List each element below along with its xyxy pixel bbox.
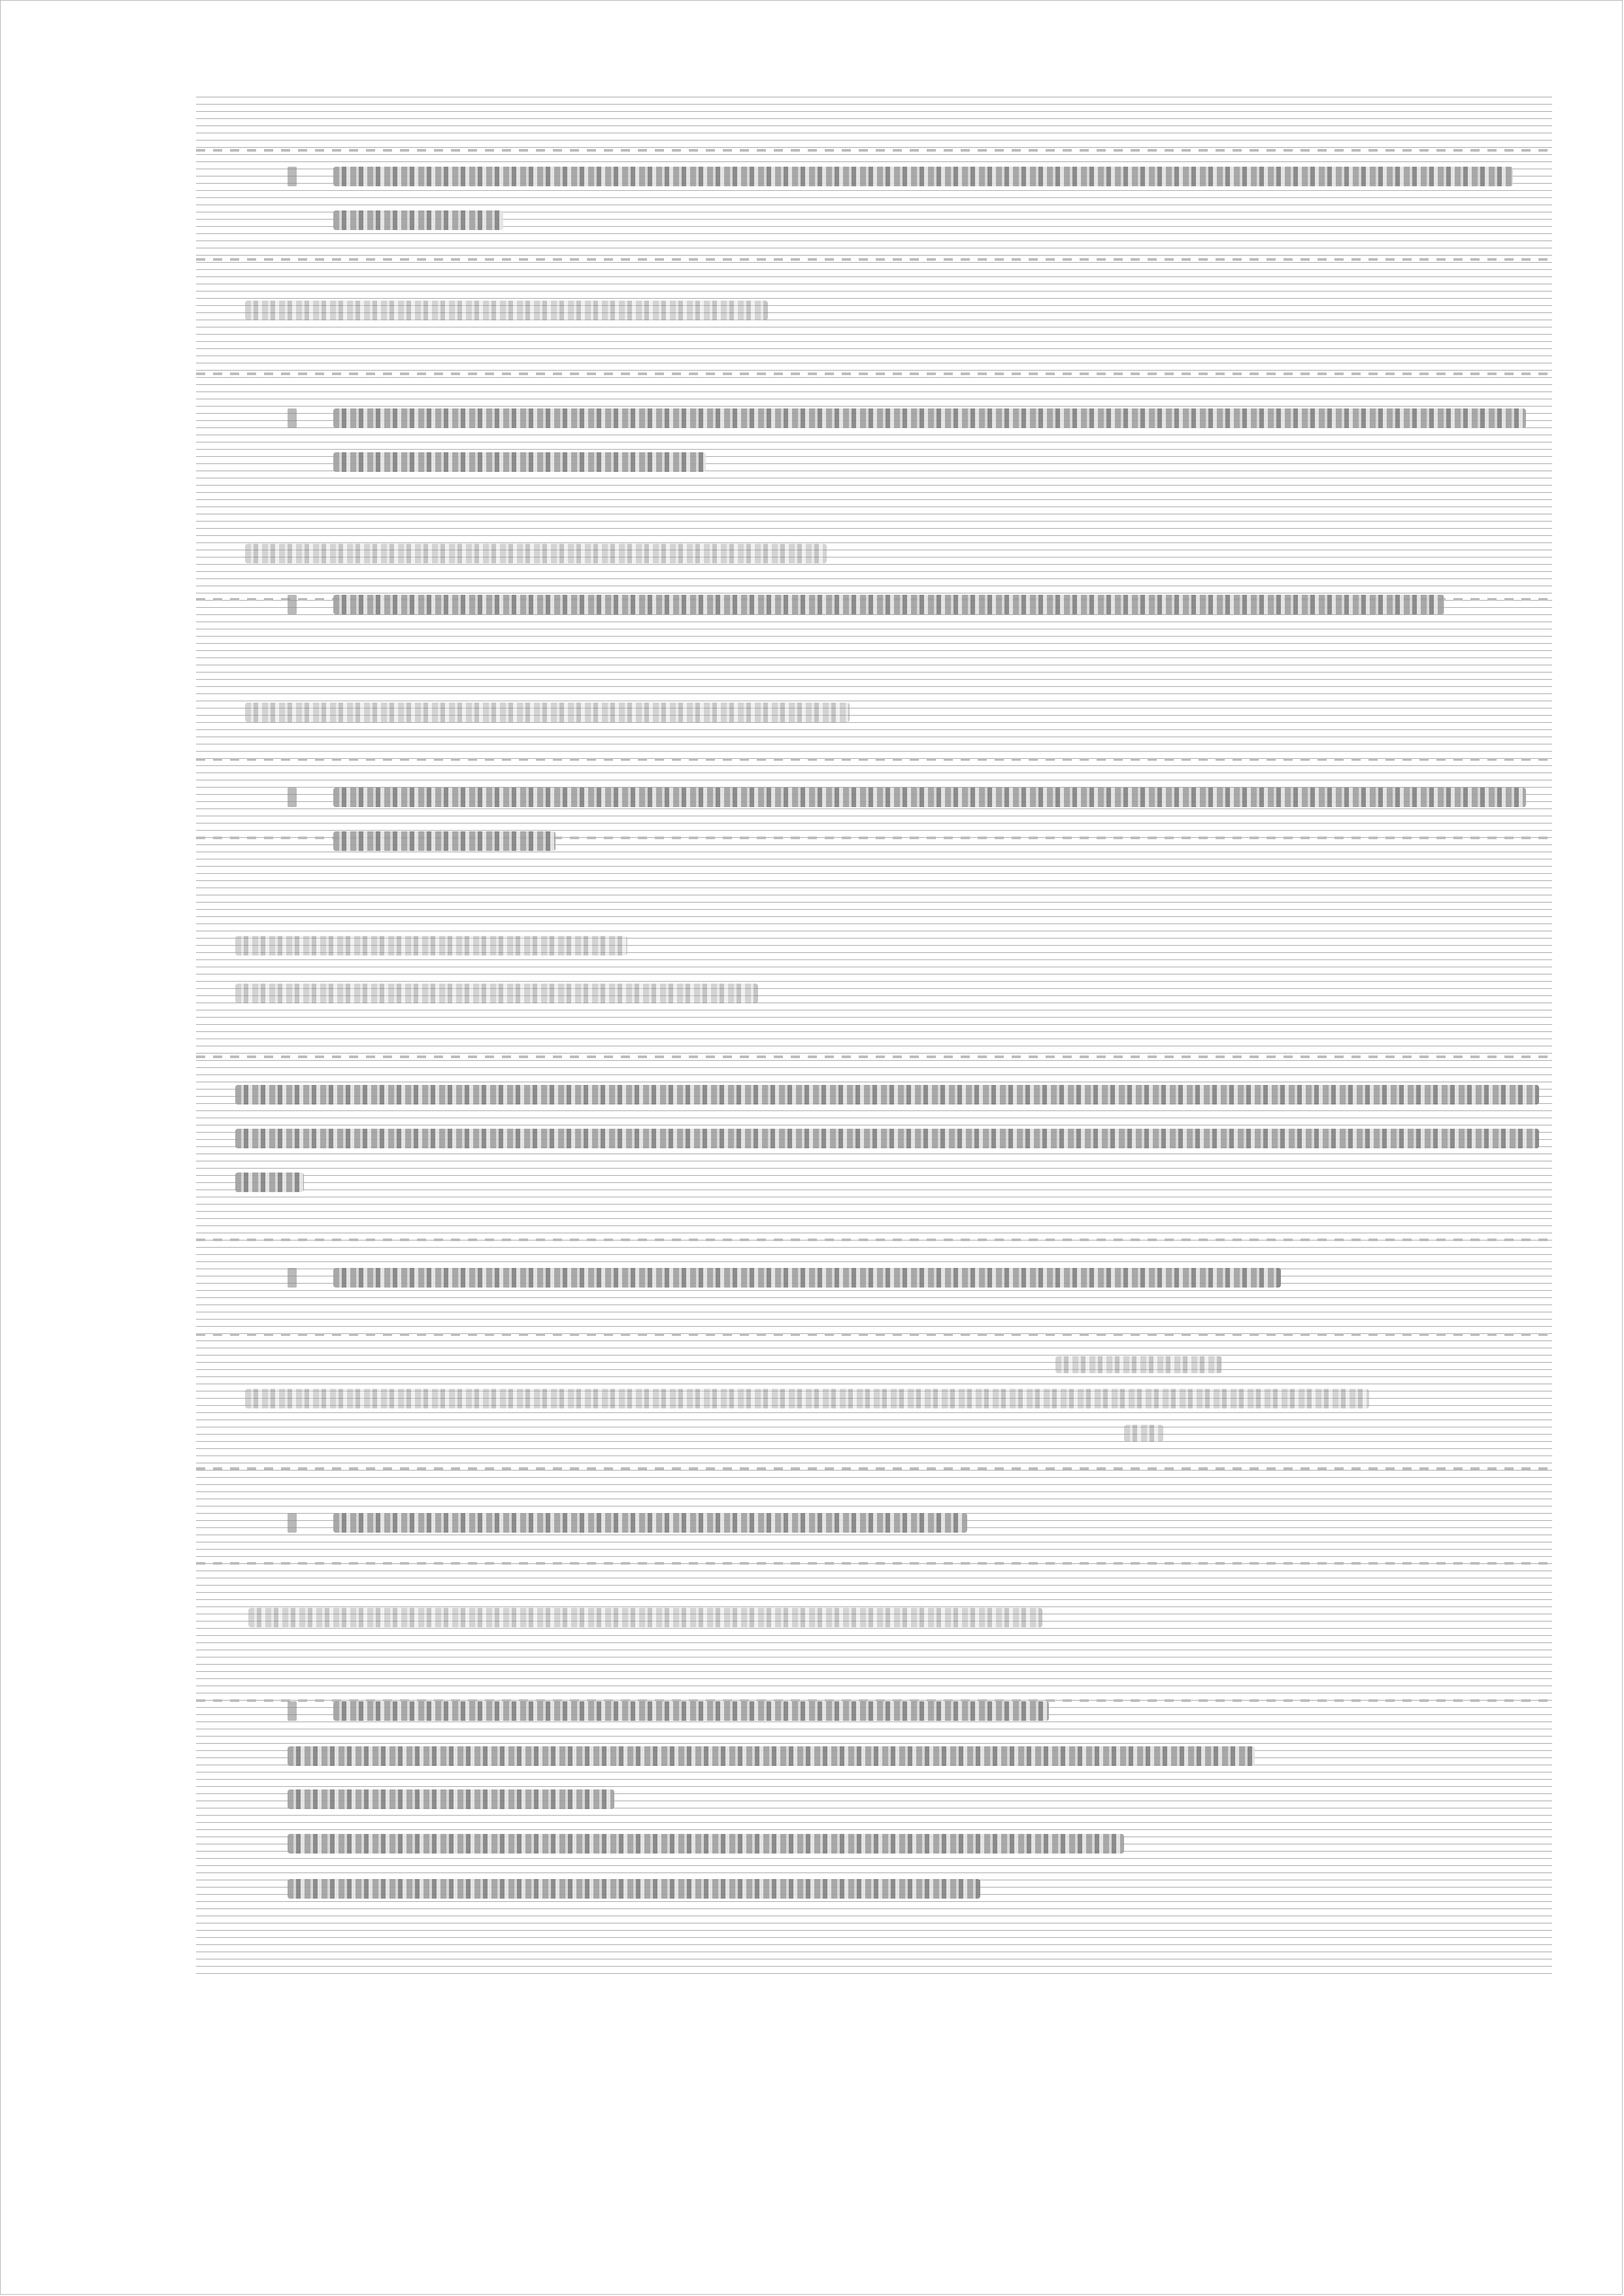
formula-fragment xyxy=(1055,1356,1222,1373)
ruled-separator xyxy=(196,1467,1552,1470)
formula-fragment xyxy=(1124,1425,1163,1442)
list-marker xyxy=(288,1701,297,1721)
paragraph-line xyxy=(235,1173,304,1192)
ruled-separator xyxy=(196,1333,1552,1336)
list-item-text xyxy=(288,1879,980,1899)
list-item-text xyxy=(333,595,1444,614)
formula-line xyxy=(235,984,758,1003)
ruled-separator xyxy=(196,1562,1552,1565)
list-item-text xyxy=(333,1268,1281,1288)
formula-line xyxy=(245,1389,1369,1408)
list-item-text xyxy=(333,788,1526,807)
list-item-text xyxy=(333,1513,967,1533)
list-item-text xyxy=(333,210,503,230)
paragraph-line xyxy=(235,1129,1539,1148)
list-marker xyxy=(288,1268,297,1288)
paragraph-line xyxy=(235,1085,1539,1105)
formula-line xyxy=(245,703,850,722)
list-marker xyxy=(288,788,297,807)
list-item-text xyxy=(288,1746,1255,1766)
formula-line xyxy=(245,301,768,320)
ruled-separator xyxy=(196,1239,1552,1241)
formula-line xyxy=(245,544,827,563)
list-marker xyxy=(288,408,297,428)
list-item-text xyxy=(333,831,555,851)
ruled-separator xyxy=(196,373,1552,375)
list-marker xyxy=(288,167,297,186)
ruled-separator xyxy=(196,258,1552,261)
list-item-text xyxy=(288,1789,614,1809)
formula-line xyxy=(235,936,627,956)
ruled-separator xyxy=(196,758,1552,761)
ruled-separator xyxy=(196,149,1552,152)
formula-line xyxy=(248,1608,1042,1627)
list-item-text xyxy=(333,408,1526,428)
list-marker xyxy=(288,1513,297,1533)
list-marker xyxy=(288,595,297,614)
ruled-separator xyxy=(196,1056,1552,1058)
list-item-text xyxy=(288,1834,1124,1854)
list-item-text xyxy=(333,452,706,472)
list-item-text xyxy=(333,1701,1049,1721)
list-item-text xyxy=(333,167,1513,186)
